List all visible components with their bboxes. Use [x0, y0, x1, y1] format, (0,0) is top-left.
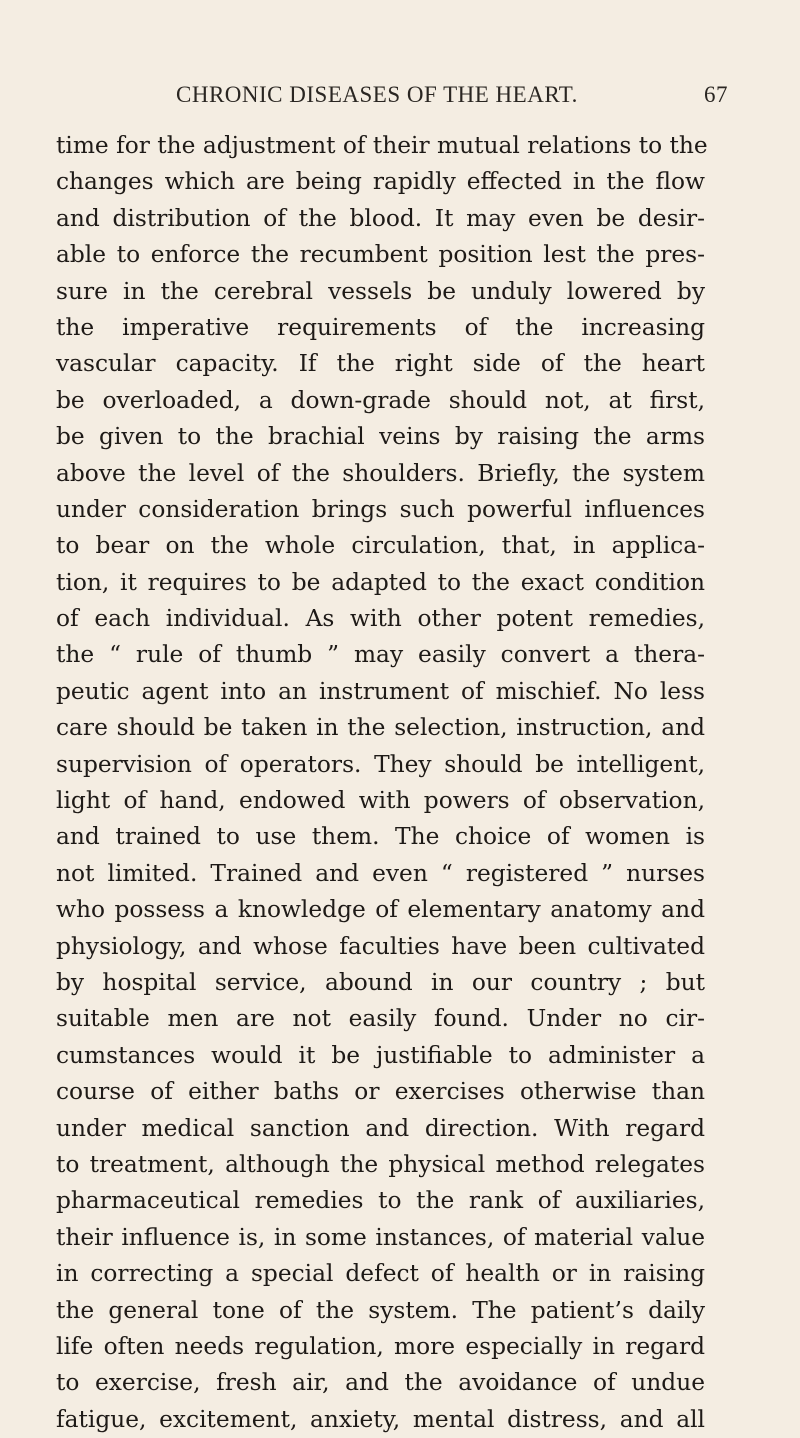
text-line-5: sure in the cerebral vessels be unduly lowered by — [56, 277, 705, 305]
text-line-31: their influence is, in some instances, of material value — [56, 1223, 705, 1251]
text-line-25: suitable men are not easily found. Under no cir- — [56, 1005, 705, 1033]
text-line-17: care should be taken in the selection, instruction, and — [56, 714, 705, 742]
text-line-24: by hospital service, abound in our country ; but — [56, 968, 705, 996]
text-line-9: be given to the brachial veins by raising the arms — [56, 423, 705, 451]
text-line-21: not limited. Trained and even “ registered ” nurses — [56, 859, 705, 887]
text-line-14: of each individual. As with other potent remedies, — [56, 605, 705, 633]
text-line-29: to treatment, although the physical method relegates — [56, 1150, 705, 1178]
body-text — [56, 128, 708, 1438]
text-line-1: time for the adjustment of their mutual relations to the — [56, 132, 708, 159]
text-line-12: to bear on the whole circulation, that, in applica- — [56, 532, 705, 560]
text-line-32: in correcting a special defect of health or in raising — [56, 1260, 705, 1288]
text-line-20: and trained to use them. The choice of women is — [56, 823, 705, 851]
text-line-2: changes which are being rapidly effected in the flow — [56, 168, 705, 196]
text-line-26: cumstances would it be justifiable to administer a — [56, 1041, 705, 1069]
text-line-34: life often needs regulation, more especially in regard — [56, 1332, 705, 1360]
text-line-36: fatigue, excitement, anxiety, mental distress, and all — [56, 1405, 705, 1433]
running-head-title: CHRONIC DISEASES OF THE HEART. — [176, 82, 578, 107]
text-line-6: the imperative requirements of the increasing — [56, 313, 705, 341]
text-line-28: under medical sanction and direction. With regard — [56, 1114, 705, 1142]
text-line-27: course of either baths or exercises otherwise than — [56, 1078, 705, 1106]
text-line-7: vascular capacity. If the right side of the heart — [56, 350, 705, 378]
text-line-11: under consideration brings such powerful influences — [56, 495, 705, 523]
text-line-30: pharmaceutical remedies to the rank of auxiliaries, — [56, 1187, 705, 1215]
text-line-18: supervision of operators. They should be intelligent, — [56, 750, 705, 778]
text-line-13: tion, it requires to be adapted to the exact condition — [56, 568, 705, 596]
text-line-4: able to enforce the recumbent position lest the pres- — [56, 241, 705, 269]
text-line-22: who possess a knowledge of elementary anatomy and — [56, 896, 705, 924]
text-line-35: to exercise, fresh air, and the avoidance of undue — [56, 1369, 705, 1397]
text-line-33: the general tone of the system. The patient’s daily — [56, 1296, 705, 1324]
text-line-16: peutic agent into an instrument of mischief. No less — [56, 677, 705, 705]
text-line-10: above the level of the shoulders. Briefly, the system — [56, 459, 705, 487]
text-line-8: be overloaded, a down-grade should not, at first, — [56, 386, 705, 414]
text-line-15: the “ rule of thumb ” may easily convert a thera- — [56, 641, 705, 669]
text-line-23: physiology, and whose faculties have been cultivated — [56, 932, 705, 960]
page-number: 67 — [704, 82, 728, 107]
running-head — [56, 72, 728, 116]
text-line-19: light of hand, endowed with powers of observation, — [56, 787, 705, 815]
text-line-3: and distribution of the blood. It may even be desir- — [56, 204, 705, 232]
